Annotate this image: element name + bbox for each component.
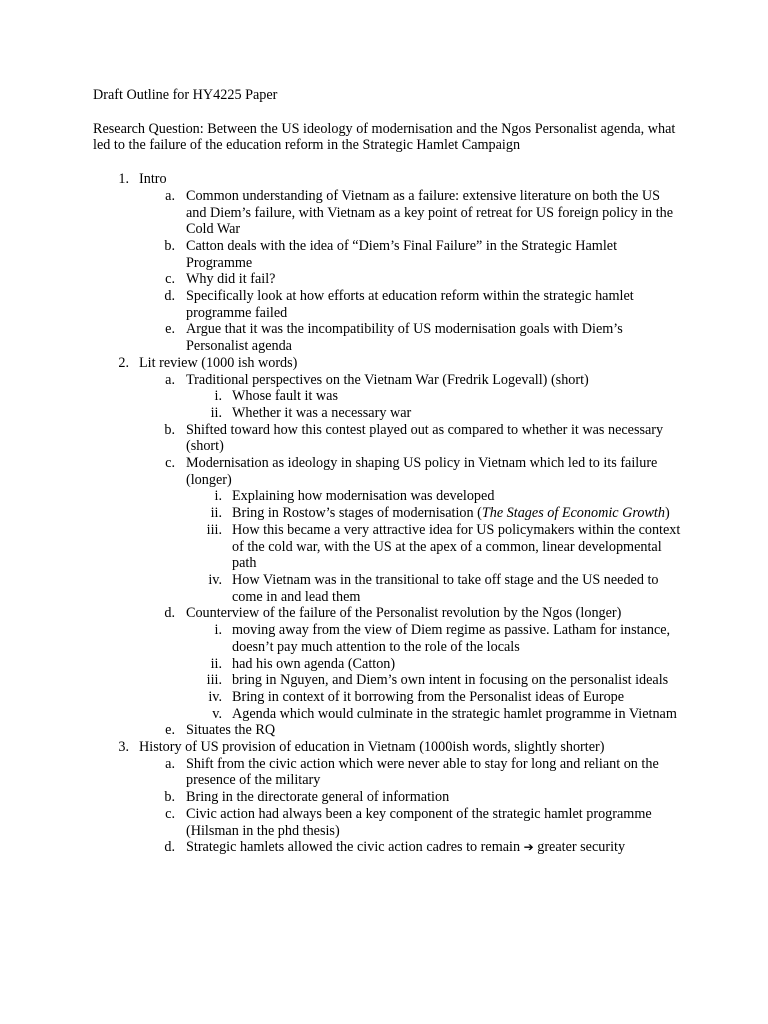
outline-item-number: ii. bbox=[210, 505, 222, 522]
outline-item-number: b. bbox=[164, 421, 175, 438]
outline-item-level-3 bbox=[93, 405, 683, 422]
outline-item-number: c. bbox=[165, 271, 175, 288]
outline-item-number: e. bbox=[165, 722, 175, 739]
outline-item-number: ii. bbox=[210, 655, 222, 672]
outline-item-text: Situates the RQ bbox=[186, 722, 276, 739]
outline-item-number: a. bbox=[165, 755, 175, 772]
outline-item-level-3 bbox=[93, 488, 683, 505]
right-arrow-icon: ➔ bbox=[523, 840, 534, 855]
outline-item-text: Strategic hamlets allowed the civic action cadres to remain bbox=[186, 839, 524, 856]
outline-item-number: v. bbox=[212, 705, 222, 722]
outline-item-number: iv. bbox=[208, 688, 222, 705]
outline-item-text: Argue that it was the incompatibility of US modernisation goals with Diem’s Personalist agenda bbox=[186, 321, 623, 355]
outline-item-number: b. bbox=[164, 789, 175, 806]
outline-item-level-2 bbox=[93, 605, 683, 622]
outline-item-number: ii. bbox=[210, 404, 222, 421]
outline-item-number: iv. bbox=[208, 571, 222, 588]
outline-item-text: How this became a very attractive idea for US policymakers within the context of the cold war, with the US at the apex of a common, linear developmental path bbox=[232, 521, 681, 572]
outline-item-number: i. bbox=[214, 388, 222, 405]
outline-item-number: d. bbox=[164, 605, 175, 622]
outline-item-level-2 bbox=[93, 188, 683, 238]
outline-list bbox=[93, 171, 683, 856]
outline-item-text: Why did it fail? bbox=[186, 271, 276, 288]
outline-item-text-tail: ) bbox=[664, 505, 670, 522]
outline-item-number: 3. bbox=[118, 739, 129, 756]
outline-item-number: 2. bbox=[118, 354, 129, 371]
outline-item-number: d. bbox=[164, 288, 175, 305]
outline-item-level-1 bbox=[93, 739, 683, 756]
outline-item-text: Whether it was a necessary war bbox=[232, 404, 412, 421]
outline-item-text: Agenda which would culminate in the strategic hamlet programme in Vietnam bbox=[232, 705, 677, 722]
document-title: Draft Outline for HY4225 Paper bbox=[93, 87, 278, 103]
outline-item-number: a. bbox=[165, 371, 175, 388]
outline-item-level-2 bbox=[93, 271, 683, 288]
outline-item-level-3 bbox=[93, 656, 683, 673]
outline-item-level-3 bbox=[93, 689, 683, 706]
outline-item-level-2 bbox=[93, 839, 683, 856]
outline-item-level-2 bbox=[93, 321, 683, 354]
outline-item-text: Common understanding of Vietnam as a failure: extensive literature on both the US and Diem’s failure, with Vietnam as a key point of retreat for US foreign policy in the Cold War bbox=[186, 187, 674, 238]
outline-item-text: had his own agenda (Catton) bbox=[232, 655, 396, 672]
outline-item-level-3 bbox=[93, 505, 683, 522]
outline-item-level-3 bbox=[93, 672, 683, 689]
outline-item-text: Specifically look at how efforts at education reform within the strategic hamlet programme failed bbox=[186, 288, 634, 321]
outline-item-number: iii. bbox=[206, 672, 222, 689]
outline-item-number: e. bbox=[165, 321, 175, 338]
outline-item-text: Catton deals with the idea of “Diem’s Final Failure” in the Strategic Hamlet Programme bbox=[186, 237, 618, 271]
outline-item-text: Explaining how modernisation was developed bbox=[232, 488, 495, 505]
outline-item-level-2 bbox=[93, 789, 683, 806]
outline-item-number: c. bbox=[165, 455, 175, 472]
outline-item-level-2 bbox=[93, 372, 683, 389]
outline-item-text: How Vietnam was in the transitional to take off stage and the US needed to come in and lead them bbox=[232, 571, 659, 605]
outline-item-number: a. bbox=[165, 187, 175, 204]
outline-item-number: i. bbox=[214, 488, 222, 505]
outline-item-level-3 bbox=[93, 572, 683, 605]
outline-item-level-2 bbox=[93, 455, 683, 488]
outline-item-number: c. bbox=[165, 805, 175, 822]
research-question: Research Question: Between the US ideology of modernisation and the Ngos Personalist agenda, what led to the failure of the education reform in the Strategic Hamlet Campaign bbox=[93, 120, 676, 154]
outline-item-level-3 bbox=[93, 706, 683, 723]
outline-item-text: Modernisation as ideology in shaping US policy in Vietnam which led to its failure (longer) bbox=[186, 455, 658, 488]
outline-item-level-2 bbox=[93, 722, 683, 739]
outline-item-text: Lit review (1000 ish words) bbox=[139, 354, 298, 371]
outline-item-level-2 bbox=[93, 756, 683, 789]
outline-item-text: Counterview of the failure of the Personalist revolution by the Ngos (longer) bbox=[186, 605, 622, 622]
outline-item-text: Bring in Rostow’s stages of modernisation ( bbox=[232, 505, 482, 522]
outline-item-text: Traditional perspectives on the Vietnam War (Fredrik Logevall) (short) bbox=[186, 371, 589, 388]
outline-item-level-2 bbox=[93, 422, 683, 455]
outline-item-text-tail: greater security bbox=[533, 839, 626, 856]
outline-item-number: b. bbox=[164, 237, 175, 254]
outline-item-text: moving away from the view of Diem regime as passive. Latham for instance, doesn’t pay much attention to the role of the locals bbox=[232, 622, 671, 655]
outline-item-level-2 bbox=[93, 806, 683, 839]
outline-item-text: Shift from the civic action which were never able to stay for long and reliant on the presence of the military bbox=[186, 755, 659, 789]
book-title-italic: The Stages of Economic Growth bbox=[481, 505, 665, 522]
outline-item-text: Civic action had always been a key component of the strategic hamlet programme (Hilsman in the phd thesis) bbox=[186, 805, 652, 839]
outline-item-level-1 bbox=[93, 171, 683, 188]
outline-item-text: Whose fault it was bbox=[232, 388, 338, 405]
outline-item-number: 1. bbox=[118, 171, 129, 188]
outline-item-level-3 bbox=[93, 388, 683, 405]
outline-item-level-2 bbox=[93, 288, 683, 321]
outline-item-level-2 bbox=[93, 238, 683, 271]
outline-item-number: iii. bbox=[206, 521, 222, 538]
outline-item-text: bring in Nguyen, and Diem’s own intent in focusing on the personalist ideals bbox=[232, 672, 669, 689]
outline-item-level-3 bbox=[93, 522, 683, 572]
outline-item-text: History of US provision of education in Vietnam (1000ish words, slightly shorter) bbox=[139, 739, 605, 756]
outline-item-text: Intro bbox=[139, 171, 167, 188]
outline-item-level-1 bbox=[93, 355, 683, 372]
outline-item-level-3 bbox=[93, 622, 683, 655]
outline-item-text: Bring in the directorate general of information bbox=[186, 789, 450, 806]
outline-item-text: Shifted toward how this contest played out as compared to whether it was necessary (short) bbox=[186, 421, 664, 455]
outline-item-number: d. bbox=[164, 839, 175, 856]
document-page bbox=[93, 87, 683, 856]
outline-item-text: Bring in context of it borrowing from the Personalist ideas of Europe bbox=[232, 688, 625, 705]
outline-item-number: i. bbox=[214, 622, 222, 639]
